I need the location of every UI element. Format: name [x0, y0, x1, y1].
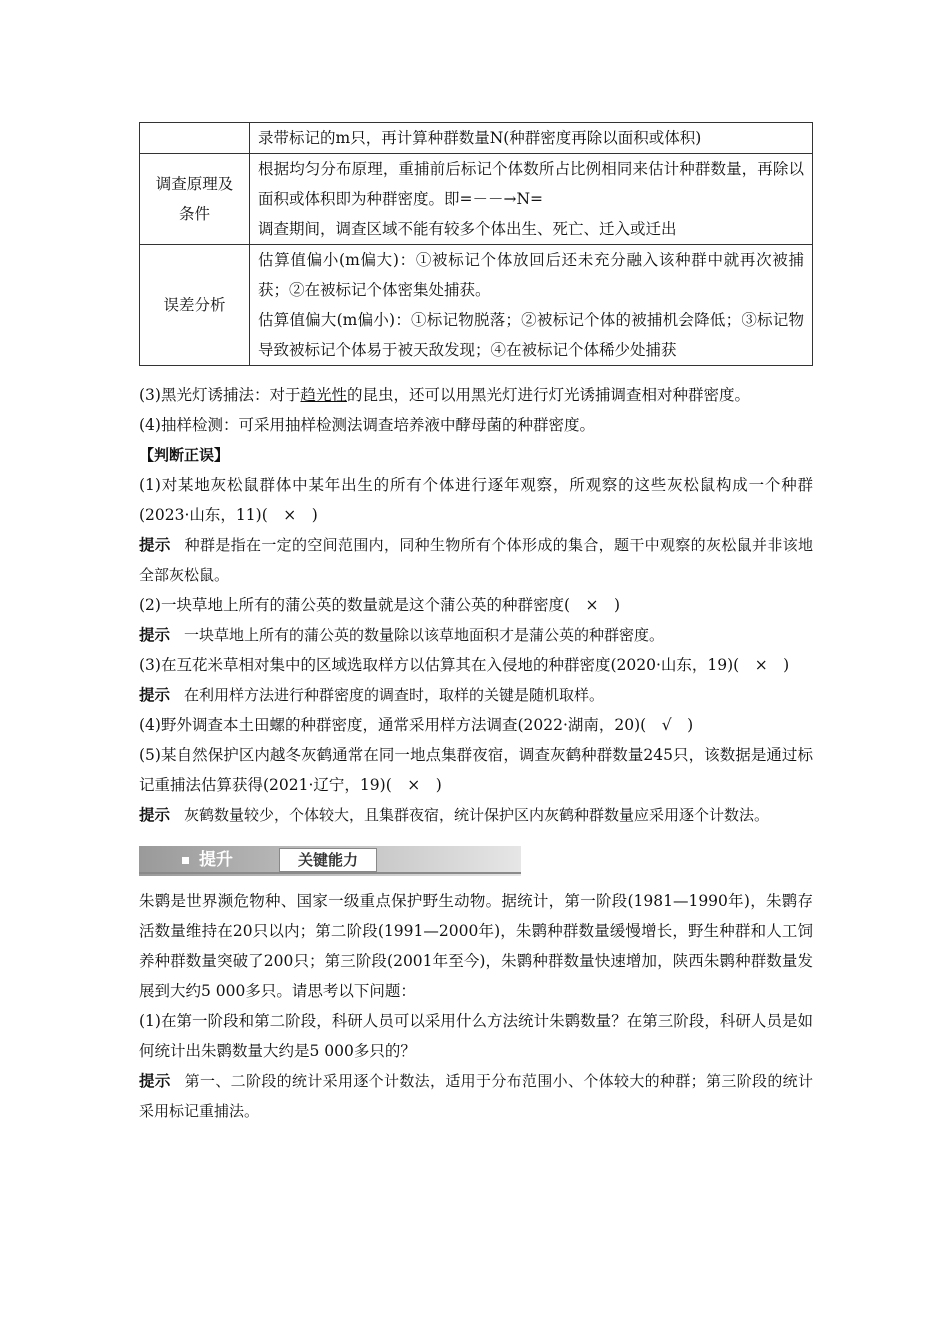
page-content [139, 122, 813, 1126]
table-row [140, 123, 813, 154]
banner-underline [139, 872, 521, 874]
tip-label: 提示 [139, 626, 171, 644]
tip-text: 一块草地上所有的蒲公英的数量除以该草地面积才是蒲公英的种群密度。 [184, 626, 665, 644]
section-banner [139, 836, 521, 880]
tip-label: 提示 [139, 1072, 171, 1090]
condition-text: 调查期间，调查区域不能有较多个体出生、死亡、迁入或迁出 [258, 220, 677, 238]
judge-question-4: (4)野外调查本土田螺的种群密度，通常采用样方法调查(2022·湖南，20)( √ ) [139, 716, 694, 734]
overestimate-text: 估算值偏大(m偏小)：①标记物脱落；②被标记个体的被捕机会降低；③标记物导致被标记个体易于被天敌发现；④在被标记个体稀少处捕获 [258, 311, 804, 359]
case-intro: 朱鹮是世界濒危物种、国家一级重点保护野生动物。据统计，第一阶段(1981—1990年)，朱鹮存活数量维持在20只以内；第二阶段(1991—2000年)，朱鹮种群数量缓慢增长，野生种群和人工饲养种群数量突破了200只；第三阶段(2001年至今)，朱鹮种群数量快速增加，陕西朱鹮种群数量发展到大约5 000多只。请思考以下问题： [139, 892, 813, 1000]
tip-label: 提示 [139, 806, 171, 824]
tip-text: 种群是指在一定的空间范围内，同种生物所有个体形成的集合，题干中观察的灰松鼠并非该地全部灰松鼠。 [139, 536, 813, 584]
phototaxis-term: 趋光性 [300, 386, 347, 404]
judge-question-3: (3)在互花米草相对集中的区域选取样方以估算其在入侵地的种群密度(2020·山东，19)( × ) [139, 656, 790, 674]
principle-label: 调查原理及条件 [155, 175, 234, 223]
square-bullet-icon [182, 857, 189, 864]
case-question-1: (1)在第一阶段和第二阶段，科研人员可以采用什么方法统计朱鹮数量？在第三阶段，科研人员是如何统计出朱鹮数量大约是5 000多只的？ [139, 1012, 813, 1060]
tip-text: 灰鹤数量较少，个体较大，且集群夜宿，统计保护区内灰鹤种群数量应采用逐个计数法。 [184, 806, 770, 824]
table-row-label [140, 123, 250, 154]
principle-text: 根据均匀分布原理，重捕前后标记个体数所占比例相同来估计种群数量，再除以面积或体积即为种群密度。即=－－→N= [258, 160, 804, 208]
tip-label: 提示 [139, 536, 171, 554]
mark-recapture-table [139, 122, 813, 366]
table-row [140, 154, 813, 245]
judge-heading: 【判断正误】 [139, 446, 230, 464]
banner-subtitle: 关键能力 [279, 848, 377, 872]
judge-question-5: (5)某自然保护区内越冬灰鹤通常在同一地点集群夜宿，调查灰鹤种群数量245只，该数据是通过标记重捕法估算获得(2021·辽宁，19)( × ) [139, 746, 813, 794]
table-row [140, 245, 813, 366]
table-cell [250, 245, 813, 366]
judge-question-2: (2)一块草地上所有的蒲公英的数量就是这个蒲公英的种群密度( × ) [139, 596, 621, 614]
tip-text: 在利用样方法进行种群密度的调查时，取样的关键是随机取样。 [184, 686, 605, 704]
judge-tip-2 [139, 620, 813, 650]
table-cell [250, 154, 813, 245]
tip-text: 第一、二阶段的统计采用逐个计数法，适用于分布范围小、个体较大的种群；第三阶段的统计采用标记重捕法。 [139, 1072, 813, 1120]
case-tip-1 [139, 1066, 813, 1126]
judge-question-1: (1)对某地灰松鼠群体中某年出生的所有个体进行逐年观察，所观察的这些灰松鼠构成一个种群(2023·山东，11)( × ) [139, 476, 813, 524]
banner-title: 提升 [199, 850, 233, 870]
method-sampling: (4)抽样检测：可采用抽样检测法调查培养液中酵母菌的种群密度。 [139, 416, 595, 434]
method-light-trap [139, 380, 813, 410]
judge-tip-5 [139, 800, 813, 830]
table-row-label: 误差分析 [140, 245, 250, 366]
underestimate-text: 估算值偏小(m偏大)：①被标记个体放回后还未充分融入该种群中就再次被捕获；②在被标记个体密集处捕获。 [258, 251, 804, 299]
method-light-trap-text-2: 的昆虫，还可以用黑光灯进行灯光诱捕调查相对种群密度。 [346, 386, 750, 404]
judge-tip-1 [139, 530, 813, 590]
tip-label: 提示 [139, 686, 171, 704]
table-row-label [140, 154, 250, 245]
table-cell: 录带标记的m只，再计算种群数量N(种群密度再除以面积或体积) [250, 123, 813, 154]
judge-tip-3 [139, 680, 813, 710]
method-light-trap-text: (3)黑光灯诱捕法：对于 [139, 386, 301, 404]
